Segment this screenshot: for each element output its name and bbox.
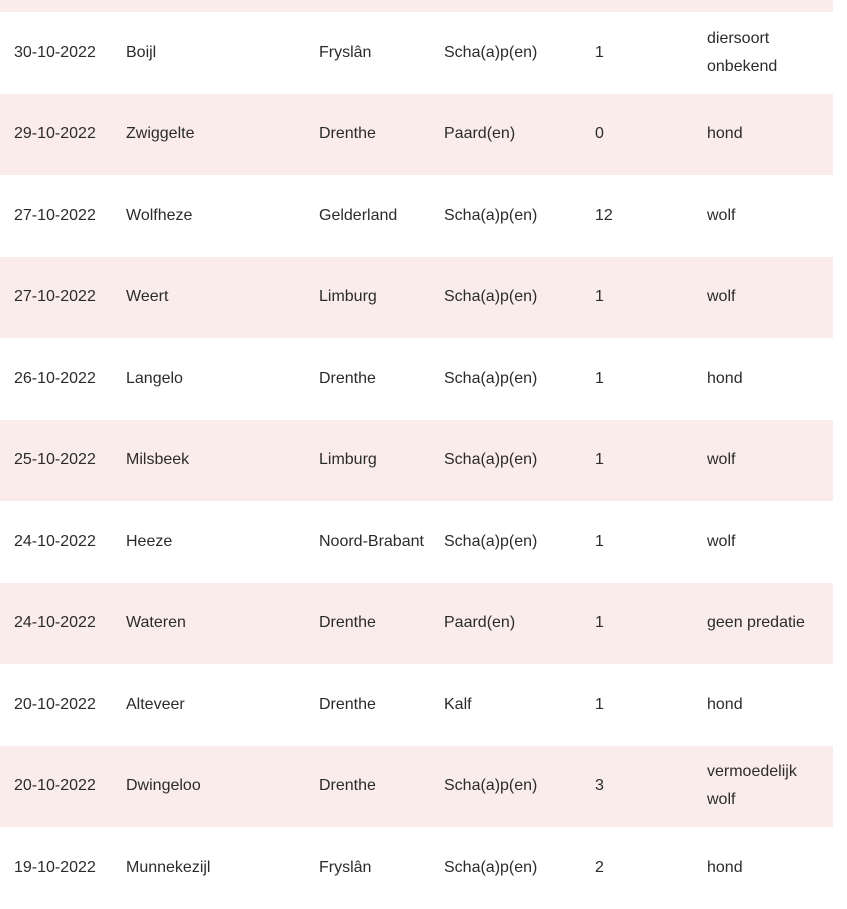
count-cell: 1 <box>595 43 604 61</box>
animal-cell: Scha(a)p(en) <box>444 858 538 876</box>
province-cell: Drenthe <box>319 614 376 632</box>
place-cell: Weert <box>126 288 169 306</box>
cause-cell: hond <box>707 858 743 876</box>
province-cell: Drenthe <box>319 777 376 795</box>
cause-cell: wolf <box>707 206 736 224</box>
table-row <box>0 338 833 420</box>
cause-cell: hond <box>707 125 743 143</box>
count-cell: 1 <box>595 369 604 387</box>
animal-cell: Kalf <box>444 695 472 713</box>
count-cell: 1 <box>595 695 604 713</box>
previous-row-edge <box>0 0 833 12</box>
province-cell: Fryslân <box>319 858 372 876</box>
count-cell: 12 <box>595 206 613 224</box>
animal-cell: Paard(en) <box>444 614 516 632</box>
date-cell: 27-10-2022 <box>14 206 96 224</box>
cause-cell: hond <box>707 369 743 387</box>
table-row <box>0 827 833 909</box>
date-cell: 25-10-2022 <box>14 451 96 469</box>
date-cell: 24-10-2022 <box>14 614 96 632</box>
date-cell: 30-10-2022 <box>14 43 96 61</box>
table-row <box>0 257 833 339</box>
cause-cell: diersoort onbekend <box>707 29 778 75</box>
animal-cell: Scha(a)p(en) <box>444 369 538 387</box>
place-cell: Munnekezijl <box>126 858 211 876</box>
animal-cell: Scha(a)p(en) <box>444 288 538 306</box>
cause-cell: vermoedelijk wolf <box>707 763 797 809</box>
province-cell: Drenthe <box>319 695 376 713</box>
province-cell: Limburg <box>319 288 377 306</box>
table-row <box>0 420 833 502</box>
animal-cell: Scha(a)p(en) <box>444 206 538 224</box>
table-row <box>0 12 833 94</box>
place-cell: Wolfheze <box>126 206 193 224</box>
province-cell: Drenthe <box>319 369 376 387</box>
place-cell: Boijl <box>126 43 157 61</box>
cause-cell: wolf <box>707 288 736 306</box>
place-cell: Heeze <box>126 532 173 550</box>
count-cell: 1 <box>595 614 604 632</box>
cause-cell: hond <box>707 695 743 713</box>
date-cell: 20-10-2022 <box>14 777 96 795</box>
table-row <box>0 175 833 257</box>
province-cell: Fryslân <box>319 43 372 61</box>
animal-cell: Scha(a)p(en) <box>444 777 538 795</box>
place-cell: Milsbeek <box>126 451 190 469</box>
place-cell: Dwingeloo <box>126 777 201 795</box>
place-cell: Wateren <box>126 614 186 632</box>
count-cell: 3 <box>595 777 604 795</box>
animal-cell: Scha(a)p(en) <box>444 43 538 61</box>
cause-cell: geen predatie <box>707 614 805 632</box>
place-cell: Langelo <box>126 369 183 387</box>
date-cell: 29-10-2022 <box>14 125 96 143</box>
animal-cell: Scha(a)p(en) <box>444 451 538 469</box>
cause-cell: wolf <box>707 532 736 550</box>
table-row <box>0 583 833 665</box>
place-cell: Zwiggelte <box>126 125 195 143</box>
province-cell: Limburg <box>319 451 377 469</box>
place-cell: Alteveer <box>126 695 185 713</box>
cause-cell: wolf <box>707 451 736 469</box>
date-cell: 20-10-2022 <box>14 695 96 713</box>
table-row <box>0 94 833 176</box>
table-row <box>0 664 833 746</box>
province-cell: Drenthe <box>319 125 376 143</box>
date-cell: 27-10-2022 <box>14 288 96 306</box>
count-cell: 1 <box>595 532 604 550</box>
count-cell: 0 <box>595 125 604 143</box>
count-cell: 1 <box>595 451 604 469</box>
province-cell: Noord-Brabant <box>319 532 424 550</box>
count-cell: 2 <box>595 858 604 876</box>
animal-cell: Scha(a)p(en) <box>444 532 538 550</box>
animal-cell: Paard(en) <box>444 125 516 143</box>
date-cell: 26-10-2022 <box>14 369 96 387</box>
date-cell: 19-10-2022 <box>14 858 96 876</box>
table-row <box>0 746 833 828</box>
count-cell: 1 <box>595 288 604 306</box>
table-row <box>0 501 833 583</box>
province-cell: Gelderland <box>319 206 398 224</box>
date-cell: 24-10-2022 <box>14 532 96 550</box>
